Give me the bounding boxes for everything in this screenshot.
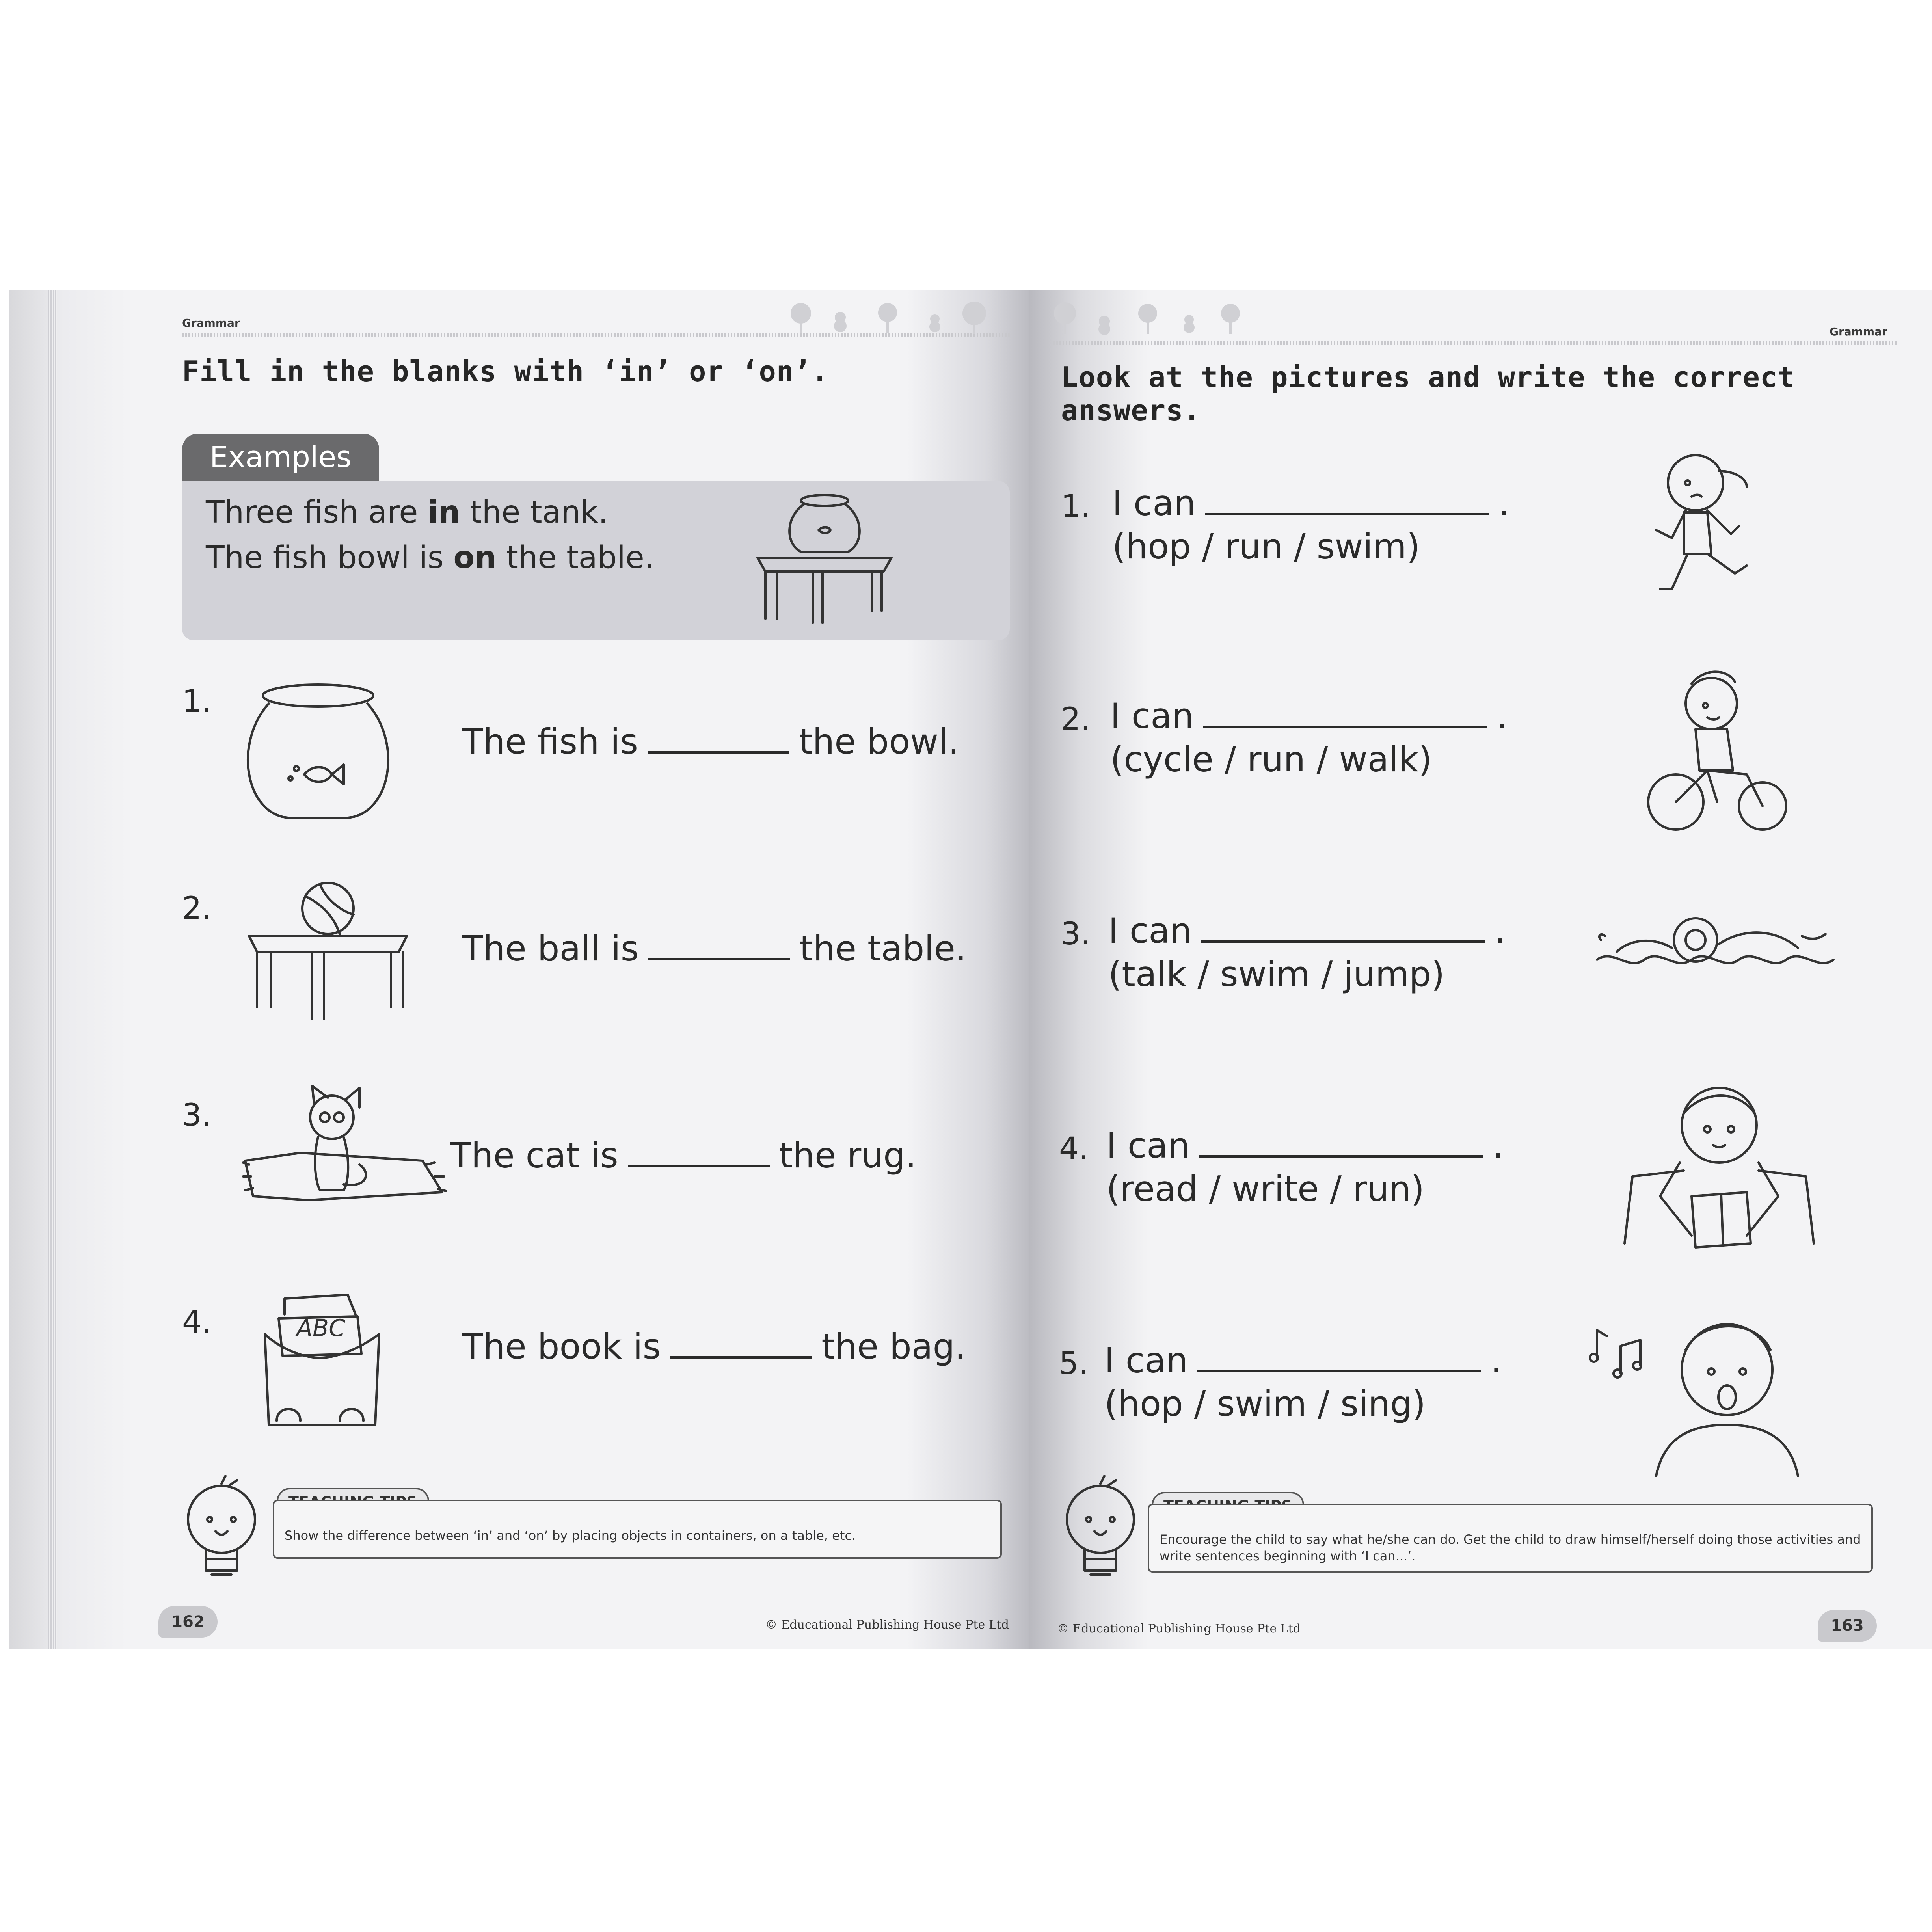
answer-blank[interactable] [1199,1132,1483,1158]
page-number: 162 [158,1606,218,1638]
cat-on-rug-icon [241,1086,446,1212]
item-number: 1. [1061,489,1091,524]
item-number: 4. [182,1305,212,1340]
options-1: (hop / run / swim) [1112,526,1420,567]
copyright-text: © Educational Publishing House Pte Ltd [1057,1622,1301,1636]
options-3: (talk / swim / jump) [1108,954,1445,994]
answer-blank[interactable] [648,728,789,754]
open-book [9,290,1932,1649]
swimming-child-icon [1593,912,1837,987]
teaching-tips-box [1148,1504,1873,1573]
answer-blank[interactable] [1205,489,1489,515]
copyright-text: © Educational Publishing House Pte Ltd [765,1618,1009,1632]
lightbulb-icon [182,1476,269,1586]
sentence-4: The book is the bag. [462,1326,966,1367]
sentence-1: The fish is the bowl. [462,721,959,762]
item-number: 4. [1059,1131,1089,1167]
sentence-1: I can . [1112,483,1509,523]
sentence-3: I can . [1108,910,1506,951]
item-number: 3. [1061,916,1091,952]
running-child-icon [1648,447,1782,605]
header-label: Grammar [1830,325,1887,338]
singing-child-icon [1589,1307,1810,1480]
teaching-tips-box [273,1500,1002,1559]
book-in-bag-icon [261,1291,387,1441]
example-line-1: Three fish are in the tank. [206,495,608,530]
answer-blank[interactable] [648,934,790,960]
page-number: 163 [1818,1610,1877,1642]
sentence-2: The ball is the table. [462,928,966,969]
sentence-3: The cat is the rug. [450,1135,916,1176]
item-number: 2. [182,891,212,926]
header-trees-decoration [789,302,1010,337]
header-label: Grammar [182,316,240,329]
teaching-tips-text: Show the difference between ‘in’ and ‘on’ by placing objects in containers, on a table, etc. [285,1528,856,1543]
lightbulb-icon [1061,1476,1148,1586]
item-number: 3. [182,1098,212,1133]
instruction-right: Look at the pictures and write the correct answers. [1061,361,1795,427]
options-5: (hop / swim / sing) [1104,1383,1426,1424]
sentence-4: I can . [1106,1125,1504,1166]
answer-blank[interactable] [1197,1346,1481,1372]
answer-blank[interactable] [1201,917,1485,943]
sentence-2: I can . [1110,696,1508,736]
answer-blank[interactable] [1203,702,1487,728]
header-trees-decoration [1053,302,1250,337]
item-number: 2. [1061,702,1091,737]
reading-child-icon [1617,1078,1822,1259]
example-line-2: The fish bowl is on the table. [206,540,654,575]
bowl-on-table-icon [750,493,899,627]
cycling-child-icon [1648,668,1790,841]
item-number: 5. [1059,1346,1089,1381]
sentence-5: I can . [1104,1340,1502,1381]
examples-tab: Examples [182,434,379,481]
teaching-tips-text: Encourage the child to say what he/she can do. Get the child to draw himself/herself doing those activities and write sentences beginning with ‘I can...’. [1160,1532,1861,1563]
answer-blank[interactable] [628,1141,770,1167]
page-edge [48,290,57,1649]
examples-box [182,481,1010,640]
book-label: ABC [296,1314,346,1342]
right-page [1029,290,1932,1649]
answer-blank[interactable] [670,1333,812,1359]
ball-on-table-icon [241,881,415,1027]
fish-bowl-icon [241,684,399,826]
item-number: 1. [182,684,212,719]
options-2: (cycle / run / walk) [1110,739,1432,780]
options-4: (read / write / run) [1106,1169,1424,1209]
left-page [9,290,1033,1649]
header-rule [1053,341,1897,345]
instruction-left: Fill in the blanks with ‘in’ or ‘on’. [182,355,829,388]
